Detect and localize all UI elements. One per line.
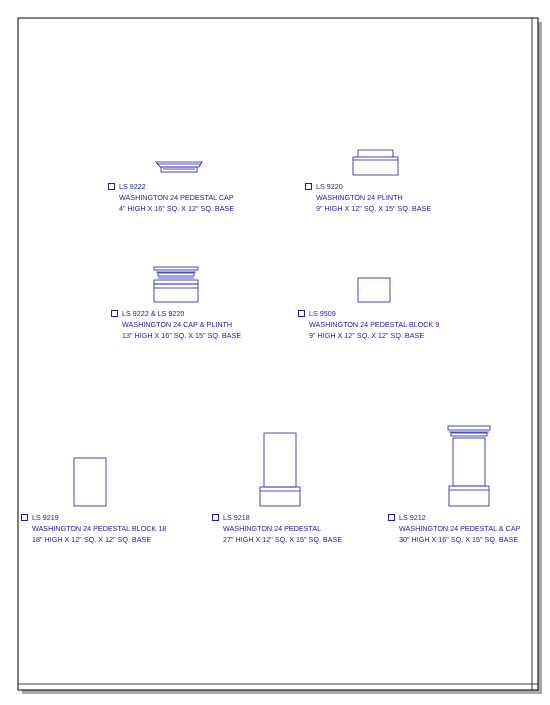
item-label-4 — [298, 308, 439, 341]
item-size: 18" HIGH X 12" SQ. X 12" SQ. BASE — [32, 535, 152, 544]
checkbox-icon[interactable] — [388, 514, 395, 521]
item-label-2 — [305, 181, 431, 214]
item-name: WASHINGTON 24 CAP & PLINTH — [122, 320, 233, 329]
item-label-3 — [111, 308, 241, 341]
item-label-1 — [108, 181, 234, 214]
sheet-border — [18, 18, 538, 690]
item-size: 30" HIGH X 16" SQ. X 15" SQ. BASE — [399, 535, 519, 544]
checkbox-icon[interactable] — [21, 514, 28, 521]
item-size: 13" HIGH X 16" SQ. X 15" SQ. BASE — [122, 331, 242, 340]
item-label-5 — [21, 512, 166, 545]
item-name: WASHINGTON 24 PLINTH — [316, 193, 403, 202]
item-name: WASHINGTON 24 PEDESTAL BLOCK 18 — [32, 524, 167, 533]
checkbox-icon[interactable] — [298, 310, 305, 317]
item-code: LS 9218 — [223, 513, 250, 522]
item-name: WASHINGTON 24 PEDESTAL BLOCK 9 — [309, 320, 440, 329]
item-size: 4" HIGH X 16" SQ. X 12" SQ. BASE — [119, 204, 235, 213]
item-label-7 — [388, 512, 520, 545]
item-size: 9" HIGH X 12" SQ. X 12" SQ. BASE — [309, 331, 425, 340]
item-code: LS 9509 — [309, 309, 336, 318]
item-size: 9" HIGH X 12" SQ. X 15" SQ. BASE — [316, 204, 432, 213]
item-size: 27" HIGH X 12" SQ. X 15" SQ. BASE — [223, 535, 343, 544]
item-code: LS 9222 & LS 9220 — [122, 309, 185, 318]
item-name: WASHINGTON 24 PEDESTAL CAP — [119, 193, 234, 202]
item-code: LS 9212 — [399, 513, 426, 522]
item-name: WASHINGTON 24 PEDESTAL & CAP — [399, 524, 521, 533]
item-name: WASHINGTON 24 PEDESTAL — [223, 524, 322, 533]
item-code: LS 9222 — [119, 182, 146, 191]
checkbox-icon[interactable] — [212, 514, 219, 521]
item-code: LS 9219 — [32, 513, 59, 522]
checkbox-icon[interactable] — [305, 183, 312, 190]
item-code: LS 9220 — [316, 182, 343, 191]
checkbox-icon[interactable] — [108, 183, 115, 190]
item-label-6 — [212, 512, 342, 545]
checkbox-icon[interactable] — [111, 310, 118, 317]
